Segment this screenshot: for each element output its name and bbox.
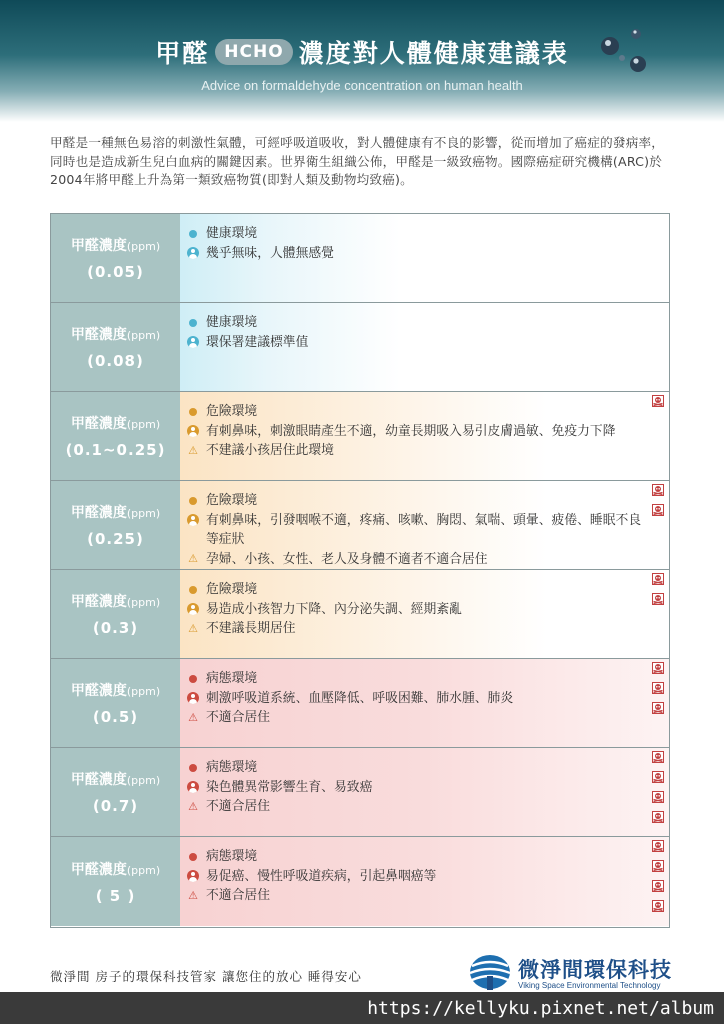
intro-paragraph: 甲醛是一種無色易溶的刺激性氣體，可經呼吸道吸收，對人體健康有不良的影響，從而增加了癌症的發病率，同時也是造成新生兒白血病的關鍵因素。世界衛生組織公佈，甲醛是一級致癌物。國際癌症研究機構(ARC)於2004年將甲醛上升為第一類致癌物質(即對人類及動物均致癌)。 (50, 135, 665, 187)
skull-icon (652, 860, 664, 872)
concentration-cell (51, 570, 180, 658)
concentration-label-text: 甲醛濃度 (70, 861, 127, 878)
footer-slogan: 微淨間 房子的環保科技管家 讓您住的放心 睡得安心 (50, 969, 362, 984)
advice-text: 危險環境 (206, 582, 258, 597)
brand-name: 微淨間環保科技 (518, 958, 672, 982)
advice-text: 危險環境 (206, 404, 258, 419)
advice-text: 有刺鼻味，引發咽喉不適，疼痛、咳嗽、胸悶、氣喘、頭暈、疲倦、睡眠不良等症狀 (206, 512, 642, 547)
advice-text: 不建議小孩居住此環境 (206, 443, 334, 458)
skull-icon (652, 573, 664, 585)
skull-icon (652, 811, 664, 823)
person-icon (186, 867, 200, 886)
concentration-value: (0.25) (87, 530, 144, 548)
advice-line (186, 550, 645, 570)
concentration-value: ( 5 ) (95, 886, 136, 905)
concentration-cell (51, 748, 180, 836)
warning-icon: ⚠ (188, 443, 198, 457)
concentration-cell (51, 392, 180, 480)
concentration-cell (51, 837, 180, 926)
advice-cell (180, 837, 669, 926)
advice-line (186, 867, 645, 887)
status-dot-icon (186, 758, 200, 777)
table-row (51, 837, 669, 926)
advice-text: 不適合居住 (206, 799, 270, 814)
status-dot-icon (186, 402, 200, 421)
skull-icon (652, 771, 664, 783)
table-row (51, 748, 669, 837)
concentration-unit: (ppm) (126, 774, 161, 787)
advice-text: 病態環境 (206, 671, 258, 686)
skull-icon (652, 395, 664, 407)
concentration-unit: (ppm) (126, 596, 161, 609)
concentration-label-text: 甲醛濃度 (70, 327, 127, 343)
hazard-level (650, 573, 666, 613)
title-prefix: 甲醛 (155, 39, 210, 68)
advice-text: 染色體異常影響生育、易致癌 (206, 779, 373, 795)
advice-line (186, 758, 645, 778)
table-row (51, 214, 669, 303)
concentration-label (71, 769, 160, 789)
warning-icon: ⚠ (188, 621, 198, 635)
person-icon (186, 244, 200, 263)
table-row (51, 570, 669, 659)
advice-text: 刺激呼吸道系統、血壓降低、呼吸困難、肺水腫、肺炎 (206, 690, 514, 706)
advice-text: 不適合居住 (206, 888, 270, 903)
skull-icon (652, 840, 664, 852)
page-subtitle: Advice on formaldehyde concentration on human health (201, 78, 523, 93)
concentration-label-text: 甲醛濃度 (70, 683, 127, 699)
concentration-cell (51, 214, 180, 302)
watermark-url: https://kellyku.pixnet.net/album (0, 992, 724, 1024)
concentration-unit: (ppm) (126, 240, 161, 253)
advice-line (186, 847, 645, 867)
advice-text: 健康環境 (206, 226, 258, 241)
warning-icon: ⚠ (188, 710, 198, 724)
hazard-level (650, 840, 666, 920)
title-suffix: 濃度對人體健康建議表 (298, 39, 569, 68)
advice-cell (180, 303, 669, 391)
concentration-label (71, 859, 160, 879)
advice-text: 幾乎無味，人體無感覺 (206, 245, 334, 261)
advice-text: 危險環境 (206, 493, 258, 508)
advice-line (186, 313, 645, 333)
concentration-value: (0.5) (92, 708, 139, 726)
molecule-icon (596, 24, 656, 80)
concentration-cell (51, 303, 180, 391)
person-icon (186, 689, 200, 708)
person-icon (186, 511, 200, 530)
advice-line (186, 224, 645, 244)
advice-text: 不適合居住 (206, 710, 270, 725)
skull-icon (652, 593, 664, 605)
skull-icon (652, 751, 664, 763)
hazard-level (650, 751, 666, 831)
advice-line (186, 886, 645, 906)
brand-english-name: Viking Space Environmental Technology (518, 981, 661, 990)
advice-cell (180, 748, 669, 836)
concentration-label-text: 甲醛濃度 (70, 238, 127, 254)
concentration-unit: (ppm) (126, 863, 161, 877)
advice-line (186, 491, 645, 511)
concentration-label (71, 591, 160, 611)
status-dot-icon (186, 580, 200, 599)
concentration-value: (0.05) (87, 263, 144, 281)
advice-line (186, 511, 645, 550)
advice-line (186, 402, 645, 422)
person-icon (186, 778, 200, 797)
status-dot-icon (186, 224, 200, 243)
advice-line (186, 778, 645, 798)
status-dot-icon (186, 847, 200, 866)
globe-logo-icon (466, 952, 514, 992)
warning-icon: ⚠ (188, 888, 198, 902)
advice-line (186, 441, 645, 461)
advice-line (186, 600, 645, 620)
table-row (51, 392, 669, 481)
skull-icon (652, 791, 664, 803)
advice-text: 環保署建議標準值 (206, 334, 309, 350)
person-icon (186, 600, 200, 619)
skull-icon (652, 484, 664, 496)
advice-line (186, 333, 645, 353)
advice-line (186, 422, 645, 442)
status-dot-icon (186, 669, 200, 688)
advice-text: 有刺鼻味，刺激眼睛產生不適，幼童長期吸入易引皮膚過敏、免疫力下降 (206, 423, 616, 439)
advice-line (186, 689, 645, 709)
table-row (51, 659, 669, 748)
advice-text: 不建議長期居住 (206, 621, 296, 636)
advice-line (186, 619, 645, 639)
status-dot-icon (186, 491, 200, 510)
advice-text: 病態環境 (206, 760, 258, 775)
skull-icon (652, 682, 664, 694)
concentration-label (71, 413, 160, 433)
concentration-value: (0.08) (87, 352, 144, 370)
advice-line (186, 580, 645, 600)
skull-icon (652, 880, 664, 892)
person-icon (186, 422, 200, 441)
concentration-label-text: 甲醛濃度 (70, 772, 127, 788)
skull-icon (652, 504, 664, 516)
advice-cell (180, 481, 669, 569)
advice-text: 易造成小孩智力下降、內分泌失調、經期紊亂 (206, 601, 462, 617)
concentration-unit: (ppm) (126, 685, 161, 698)
advice-text: 病態環境 (206, 849, 258, 864)
concentration-unit: (ppm) (126, 329, 161, 342)
hcho-pill: HCHO (215, 39, 292, 65)
advice-cell (180, 392, 669, 480)
skull-icon (652, 662, 664, 674)
advice-text: 易促癌、慢性呼吸道疾病，引起鼻咽癌等 (206, 868, 437, 884)
advice-line (186, 708, 645, 728)
concentration-unit: (ppm) (126, 507, 161, 520)
concentration-value: (0.1~0.25) (65, 441, 166, 459)
hazard-level (650, 395, 666, 415)
advice-text: 孕婦、小孩、女性、老人及身體不適者不適合居住 (206, 551, 488, 567)
advice-text: 健康環境 (206, 315, 258, 330)
header-band (0, 0, 724, 122)
warning-icon: ⚠ (188, 552, 198, 565)
hazard-level (650, 484, 666, 524)
concentration-value: (0.7) (92, 797, 139, 815)
hazard-level (650, 662, 666, 722)
concentration-label (71, 502, 160, 522)
concentration-label-text: 甲醛濃度 (70, 416, 127, 432)
concentration-value: (0.3) (92, 619, 139, 637)
brand-logo-block (466, 950, 676, 994)
table-row (51, 303, 669, 392)
table-row (51, 481, 669, 570)
advice-line (186, 797, 645, 817)
concentration-label (71, 235, 160, 255)
concentration-label-text: 甲醛濃度 (70, 505, 127, 521)
concentration-label (71, 324, 160, 344)
concentration-cell (51, 659, 180, 747)
concentration-unit: (ppm) (126, 418, 161, 431)
status-dot-icon (186, 313, 200, 332)
advice-line (186, 669, 645, 689)
concentration-label-text: 甲醛濃度 (70, 594, 127, 610)
concentration-cell (51, 481, 180, 569)
concentration-table (50, 213, 670, 928)
advice-cell (180, 214, 669, 302)
advice-line (186, 244, 645, 264)
skull-icon (652, 900, 664, 912)
person-icon (186, 333, 200, 352)
skull-icon (652, 702, 664, 714)
advice-cell (180, 570, 669, 658)
warning-icon: ⚠ (188, 799, 198, 813)
advice-cell (180, 659, 669, 747)
concentration-label (71, 680, 160, 700)
